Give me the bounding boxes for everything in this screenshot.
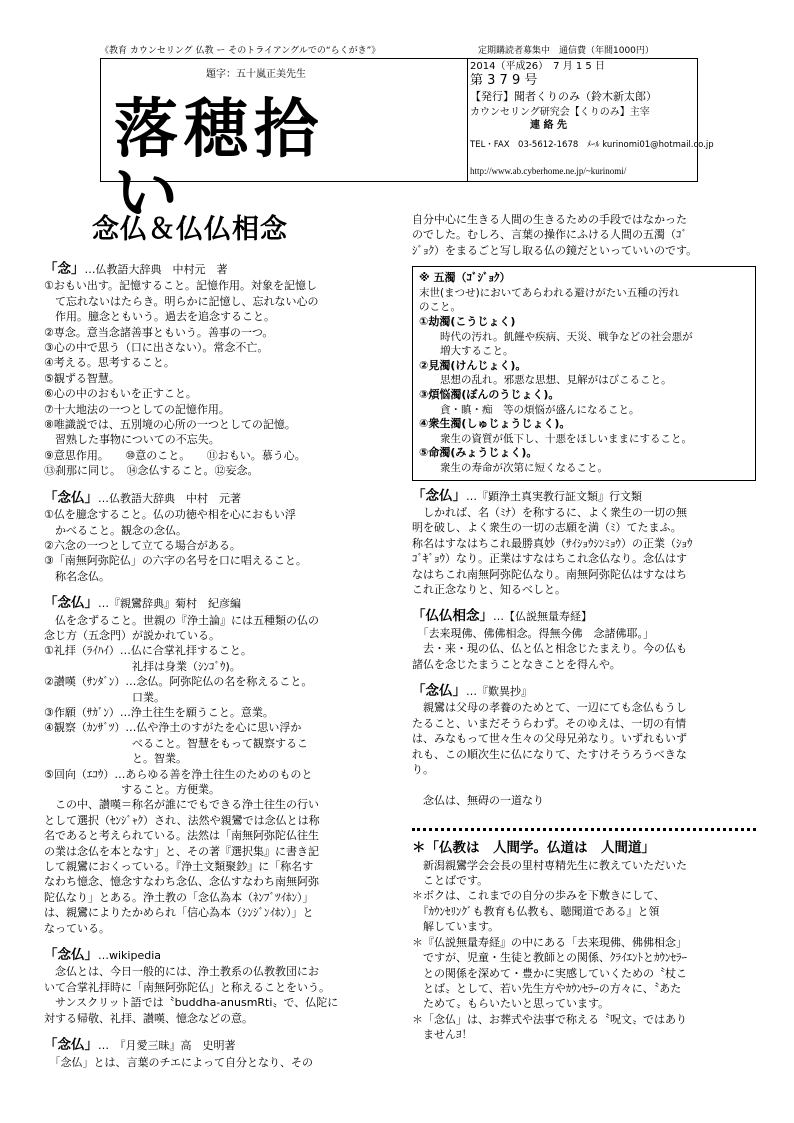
box-item (419, 388, 749, 417)
section-heading (44, 948, 392, 963)
gojoku-box (412, 266, 756, 480)
box-item-text: 衆生の資質が低下し、十悪をほしいままにすること。 (419, 432, 692, 445)
organization: カウンセリング研究会【くりのみ】主宰 (470, 107, 650, 119)
masthead-title-area (110, 68, 380, 231)
section-heading (44, 1038, 392, 1053)
heading-text: 「念仏」 (44, 947, 98, 964)
calligraphy-credit: 題字：五十嵐正美先生 (206, 69, 306, 80)
section-body: ①おもい出す。記憶すること。記憶作用。対象を記憶し て忘れないはたらき。明らかに記憶し、忘れない心の 作用。臆念ともいう。過去を追念すること。 ②専念。意当念諸善事ともいう。善事の一つ。 ③心の中で思う（口に出さない）。常念不亡。 ④考える。思考すること。 ⑤観ずる智慧。 ⑥心の中のおもいを正すこと。 ⑦十大地法の一つとしての記憶作用。 ⑧唯識説では、五別境の心所の一つとしての記憶。 習熟した事物についての不忘失。 ⑨意思作用。 ⑩意のこと。 ⑪おもい。慕う心。 ⑬刹那に同じ。 ⑭念仏すること。⑫妄念。 (44, 279, 319, 478)
heading-source: …仏教語大辞典 中村元 著 (84, 263, 228, 276)
heading-text: 「念仏」 (412, 487, 466, 504)
section-heading (44, 491, 392, 506)
dotted-divider (412, 828, 756, 831)
note-bullet: ＊『仏説無量寿経』の中にある「去来現佛、佛佛相念」 ですが、児童・生徒と教師との関係、ｸﾗｲｴﾝﾄとｶｳﾝｾﾗｰ との関係を深めて・豊かに実感していくための〝杖こ とば〟として、若い先生方やｶｳﾝｾﾗｰの方々に、〝あた ためて〟もらいたいと思っています。 (412, 935, 687, 1011)
heading-text: 「念仏」 (44, 489, 98, 506)
note-body: 新潟親鸞学会会長の里村専精先生に教えていただいた ことばです。 (422, 858, 687, 888)
box-item-text: 時代の汚れ。飢饉や疾病、天災、戦争などの社会悪が 増大すること。 (439, 330, 693, 358)
box-intro: 末世(まつせ)においてあらわれる避けがたい五種の汚れ のこと。 (419, 286, 680, 314)
heading-source: …『顕浄土真実教行証文類』行文類 (466, 489, 642, 503)
section-body: 親鸞は父母の孝養のためとて、一辺にても念仏もうし たること、いまだそうらわず。そのゆえは、一切の有情 は、みなもって世々生々の父母兄弟なり。いずれもいず れも、この順次生に仏になりて、たすけそうろうべきな り。 念仏は、無碍の一道なり (412, 701, 687, 807)
contact-label: 連 絡 先 (530, 120, 567, 132)
heading-source: …wikipedia (98, 949, 162, 963)
box-item (419, 417, 749, 446)
box-item-heading: ③煩悩濁(ぼんのうじょく)。 (419, 387, 560, 401)
newsletter-title: 落穂拾い (114, 92, 324, 231)
subscription-notice: 定期購読者募集中 通信費（年間1000円） (478, 46, 654, 56)
heading-text: 「念仏」 (44, 595, 98, 612)
box-item (419, 446, 749, 475)
section-body: 「去来現佛、佛佛相念。得無今佛 念諸佛耶。」 去・来・現の仏、仏と仏と相念じたまえり。今の仏も 諸仏を念じたまうことなきことを得んや。 (412, 626, 687, 671)
box-item-text: 衆生の寿命が次第に短くなること。 (419, 461, 608, 474)
box-item (419, 315, 749, 359)
heading-text: 「念仏」 (44, 1037, 98, 1054)
box-item-text: 貪・瞋・痴 等の煩悩が盛んになること。 (419, 403, 640, 416)
publisher: 【発行】聞者くりのみ（鈴木新太郎） (470, 89, 657, 103)
website-link[interactable]: http://www.ab.cyberhome.ne.jp/~kurinomi/ (470, 166, 627, 176)
heading-source: …『親鸞辞典』菊村 紀彦編 (98, 597, 241, 611)
intro-text: 自分中心に生きる人間の生きるための手段ではなかった のでした。むしろ、言葉の操作にふける人間の五濁（ｺﾞ ｼﾞｮｸ）をまるごと写し取る仏の鏡だといっていいのです。 (412, 213, 698, 257)
section-heading (44, 262, 392, 277)
heading-source: …【仏説無量寿経】 (493, 610, 592, 624)
box-item-heading: ②見濁(けんじょく)。 (419, 358, 527, 372)
note-bullet: ＊ボクは、これまでの自分の歩みを下敷きにして、 『ｶｳﾝｾﾘﾝｸﾞも教育も仏教も、聴聞道である』と領 解しています。 (412, 889, 665, 934)
heading-text: 「仏仏相念」 (412, 608, 493, 625)
section-body: 仏を念ずること。世親の『浄土論』には五種類の仏の 念じ方（五念門）が説かれている。 ①礼拝（ﾗｲﾊｲ）…仏に合掌礼拝すること。 礼拝は身業（ｼﾝｺﾞｳ)。 ②讃嘆（ｻﾝﾀﾞﾝ）…念仏。阿弥陀仏の名を称えること。 口業。 ③作願（ｻｶﾞﾝ）…浄土往生を願うこと。意業。 ④観察（ｶﾝｻﾞﾂ）…仏や浄土のすがたを心に思い浮か べること。智慧をもって観察するこ と。智業。 ⑤回向（ｴｺｳ）…あらゆる善を浄土往生のためのものと すること。方便業。 この中、讃嘆＝称名が誰にでもできる浄土往生の行い として選択（ｾﾝｼﾞｬｸ）され、法然や親鸞では念仏とは称 名であると考えられている。法然は「南無阿弥陀仏往生 の業は念仏を本となす」と、その著『選択集』に書き記 して親鸞におくっている。『浄土文類聚鈔』に「称名す なわち憶念、憶念すなわち念仏、念仏すなわち南無阿弥 陀仏なり」とある。浄土教の「念仏為本（ﾈﾝﾌﾞﾂｲﾎﾝ）」 は、親鸞によりたかめられ「信心為本（ｼﾝｼﾞﾝｲﾎﾝ）」と なっている。 (44, 613, 320, 935)
heading-source: …仏教語大辞典 中村 元著 (98, 491, 241, 505)
left-column (44, 262, 392, 1070)
section-heading (412, 684, 756, 699)
top-left-tagline: 《教育 カウンセリング 仏教 ー そのトライアングルでの“らくがき”》 (100, 46, 381, 56)
note-heading: ＊「仏教は 人間学。仏道は 人間道」 (412, 840, 655, 857)
section-heading (44, 596, 392, 611)
heading-source: …『歎異抄』 (466, 685, 532, 698)
box-title: ※ 五濁（ｺﾞｼﾞｮｸ） (419, 271, 511, 285)
box-item (419, 359, 749, 388)
heading-source: … 『月愛三昧』高 史明著 (98, 1039, 236, 1053)
masthead-info (470, 60, 714, 151)
section-heading (412, 609, 756, 624)
page-title: 念仏＆仏仏相念 (92, 214, 288, 245)
section-body: 「念仏」とは、言葉のチエによって自分となり、その (44, 1055, 314, 1069)
box-item-heading: ⑤命濁(みょうじょく)。 (419, 446, 538, 460)
heading-text: 「念」 (44, 261, 85, 277)
note-bullet: ＊「念仏」は、お葬式や法事で称える〝呪文〟ではあり ませんﾖ！ (412, 1012, 687, 1042)
heading-text: 「念仏」 (412, 683, 466, 699)
box-item-heading: ①劫濁(こうじょく) (419, 315, 516, 328)
masthead-divider (467, 59, 468, 181)
section-body: ①仏を臆念すること。仏の功徳や相を心におもい浮 かべること。観念の念仏。 ②六念の一つとして立てる場合がある。 ③「南無阿弥陀仏」の六字の名号を口に唱えること。 称名念仏。 (44, 508, 307, 583)
section-body: 念仏とは、今日一般的には、浄土教系の仏教教団にお いて合掌礼拝時に「南無阿弥陀仏」と称えることをいう。 サンスクリット語では〝buddha-anusmRti〟で、仏陀に 対する帰敬、礼拝、讃嘆、憶念などの意。 (44, 965, 339, 1025)
issue-number: 第 3 7 9 号 (470, 73, 538, 88)
section-heading (412, 489, 756, 504)
right-column (412, 212, 756, 1043)
section-body: しかれば、名（ﾐﾅ）を称するに、よく衆生の一切の無 明を破し、よく衆生の一切の志願を満（ﾐ）てたまふ。 称名はすなはちこれ最勝真妙（ｻｲｼｮｳｼﾝﾐｮｳ）の正業（ｼｮｳ ｺﾞｷﾞｮｳ）なり。正業はすなはちこれ念仏なり。念仏はす なはちこれ南無阿弥陀仏なり。南無阿弥陀仏はすなはち これ正念なりと、知るべしと。 (412, 505, 693, 596)
contact-tel: TEL・FAX 03-5612-1678 ﾒｰﾙ kurinomi01@hotmail.co.jp (470, 140, 714, 151)
box-item-heading: ④衆生濁(しゅじょうじょく)。 (419, 417, 571, 431)
box-item-text: 思想の乱れ。邪悪な思想、見解がはびこること。 (419, 374, 672, 387)
issue-date: 2014（平成26） 7 月 1 5 日 (470, 61, 605, 72)
